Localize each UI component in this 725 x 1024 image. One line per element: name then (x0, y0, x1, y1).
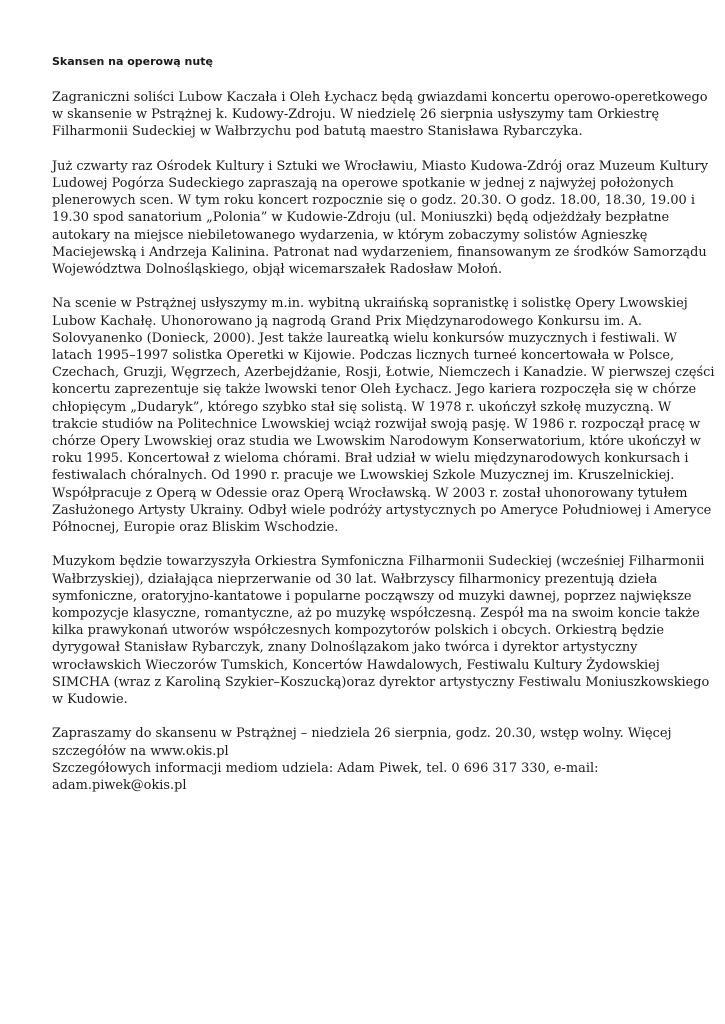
paragraph (52, 89, 708, 141)
paragraph (52, 725, 676, 794)
text-line: festiwalach chóralnych. Od 1990 r. pracuje we Lwowskiej Szkole Muzycznej im. Kruszelnickiej. (52, 468, 675, 484)
text-line: roku 1995. Koncertował z wieloma chórami. Brał udział w wielu międzynarodowych konkursach i (52, 451, 689, 467)
text-line: Północnej, Europie oraz Bliskim Wschodzie. (52, 520, 339, 536)
text-line: Filharmonii Sudeckiej w Wałbrzychu pod batutą maestro Stanisława Rybarczyka. (52, 124, 583, 140)
text-line: dyrygował Stanisław Rybarczyk, znany Dolnoślązakom jako twórca i dyrektor artystyczny (52, 640, 638, 656)
text-line: Województwa Dolnośląskiego, objął wicemarszałek Radosław Mołoń. (52, 262, 503, 278)
text-line: chórze Opery Lwowskiej oraz studia we Lwowskim Narodowym Konserwatorium, które ukończył w (52, 434, 701, 450)
text-line: w Kudowie. (52, 692, 128, 708)
text-line: latach 1995–1997 solistka Operetki w Kijowie. Podczas licznych turneé koncertowała w Polsce, (52, 348, 675, 364)
text-line: Zagraniczni soliści Lubow Kaczała i Oleh Łychacz będą gwiazdami koncertu operowo-operetkowego (52, 90, 708, 105)
text-line: Solovyanenko (Donieck, 2000). Jest także laureatką wielu konkursów muzycznych i festiwali. W (52, 330, 678, 346)
text-line: kilka prawykonań utworów współczesnych kompozytorów polskich i obcych. Orkiestrą będzie (52, 623, 664, 639)
text-line: trakcie studiów na Politechnice Lwowskiej wciąż rozwijał swoją pasję. W 1986 r. rozpoczął pracę w (52, 416, 701, 432)
text-line: autokary na miejsce niebiletowanego wydarzenia, w którym zobaczymy solistów Agnieszkę (52, 227, 648, 243)
text-line: symfoniczne, oratoryjno-kantatowe i popularne począwszy od muzyki dawnej, poprzez największe (52, 588, 692, 604)
text-line: koncertu zaprezentuje się także lwowski tenor Oleh Łychacz. Jego kariera rozpoczęła się w chórze (52, 382, 697, 398)
text-line: Współpracuje z Operą w Odessie oraz Operą Wrocławską. W 2003 r. został uhonorowany tytułem (52, 485, 688, 501)
text-line: chłopięcym „Dudaryk”, którego szybko stał się solistą. W 1978 r. ukończył szkołę muzyczną. W (52, 399, 672, 415)
document-page (52, 55, 715, 811)
text-line: w skansenie w Pstrążnej k. Kudowy-Zdroju. W niedzielę 26 sierpnia usłyszymy tam Orkiestrę (52, 107, 660, 123)
text-line: wrocławskich Wieczorów Tumskich, Koncertów Hawdalowych, Festiwalu Kultury Żydowskiej (52, 657, 660, 673)
text-line: Maciejewską i Andrzeja Kalinina. Patronat nad wydarzeniem, finansowanym ze środków Samorządu (52, 244, 707, 260)
text-line: 19.30 spod sanatorium „Polonia” w Kudowie-Zdroju (ul. Moniuszki) będą odjeżdżały bezpłatne (52, 210, 670, 226)
text-line: Wałbrzyskiej), działająca nieprzerwanie od 30 lat. Wałbrzyscy filharmonicy prezentują dzieła (52, 571, 658, 587)
document-title: Skansen na operową nutę (52, 55, 213, 68)
paragraph (52, 553, 710, 708)
text-line: Ludowej Pogórza Sudeckiego zapraszają na operowe spotkanie w jednej z najwyżej położonych (52, 176, 674, 191)
text-line: Już czwarty raz Ośrodek Kultury i Sztuki we Wrocławiu, Miasto Kudowa-Zdrój oraz Muzeum Kultury (52, 158, 709, 174)
text-line: Zasłużonego Artysty Ukrainy. Odbył wiele podróży artystycznych po Ameryce Południowej i Ameryce (52, 502, 712, 518)
text-line: Szczegółowych informacji mediom udziela: Adam Piwek, tel. 0 696 317 330, e-mail: (52, 760, 599, 776)
text-line: SIMCHA (wraz z Karoliną Szykier–Koszucką)oraz dyrektor artystyczny Festiwalu Moniuszkowskiego (52, 674, 710, 690)
text-line: Na scenie w Pstrążnej usłyszymy m.in. wybitną ukraińską sopranistkę i solistkę Opery Lwowskiej (52, 296, 688, 312)
text-line: plenerowych scen. W tym roku koncert rozpocznie się o godz. 20.30. O godz. 18.00, 18.30, 19.00 i (52, 193, 695, 209)
text-line: kompozycje klasyczne, romantyczne, aż po muzykę współczesną. Zespół ma na swoim koncie także (52, 606, 700, 622)
paragraph (52, 158, 709, 278)
document-body (52, 89, 715, 794)
text-line: szczegółów na www.okis.pl (52, 743, 229, 759)
text-line: Lubow Kachałę. Uhonorowano ją nagrodą Grand Prix Międzynarodowego Konkursu im. A. (52, 313, 642, 329)
text-line: adam.piwek@okis.pl (52, 778, 187, 794)
text-line: Zapraszamy do skansenu w Pstrążnej – niedziela 26 sierpnia, godz. 20.30, wstęp wolny. Więcej (52, 726, 672, 742)
text-line: Muzykom będzie towarzyszyła Orkiestra Symfoniczna Filharmonii Sudeckiej (wcześniej Filharmonii (52, 554, 705, 570)
paragraph (52, 295, 715, 536)
text-line: Czechach, Gruzji, Węgrzech, Azerbejdżanie, Rosji, Łotwie, Niemczech i Kanadzie. W pierwszej części (52, 365, 715, 381)
